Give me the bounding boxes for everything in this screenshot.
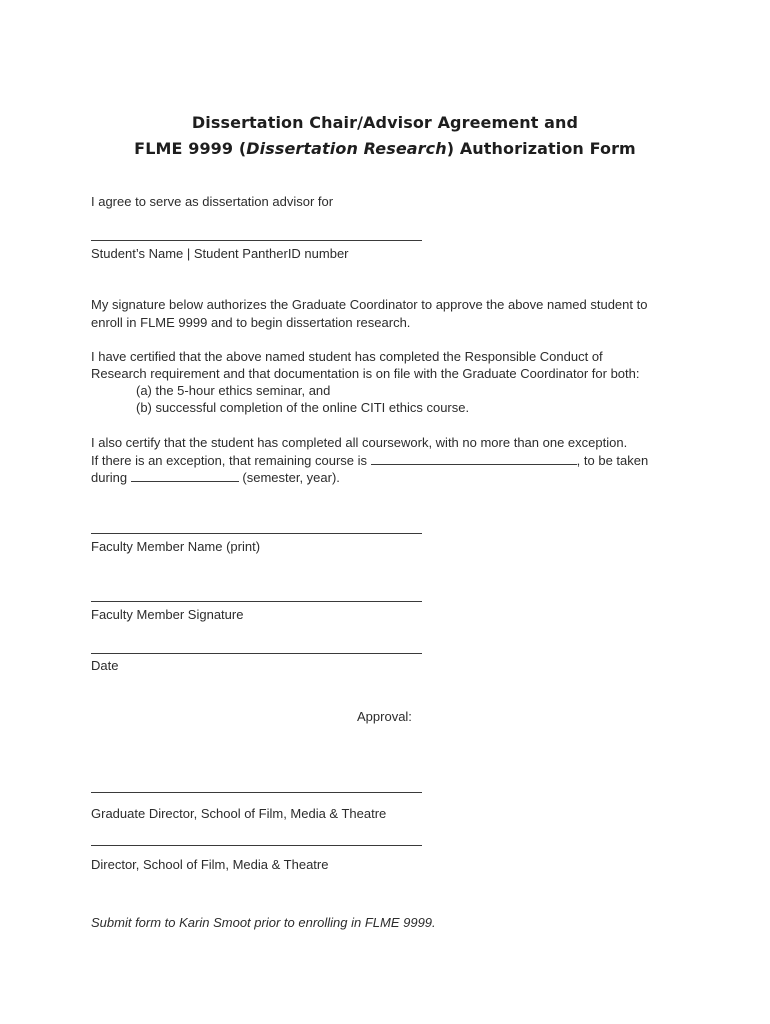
form-title-line1: Dissertation Chair/Advisor Agreement and (191, 113, 579, 132)
graduate-director-line[interactable] (91, 792, 422, 793)
form-title-line2 (0, 139, 770, 158)
title-suffix: ) Authorization Form (446, 139, 636, 158)
semester-blank[interactable] (131, 470, 239, 482)
footer-note: Submit form to Karin Smoot prior to enrolling in FLME 9999. (91, 915, 436, 930)
faculty-name-line[interactable] (91, 533, 422, 534)
date-line[interactable] (91, 653, 422, 654)
exception-course-suffix: , to be taken (576, 453, 649, 468)
paragraph3-line2 (91, 452, 648, 469)
faculty-signature-label: Faculty Member Signature (91, 607, 244, 622)
director-label: Director, School of Film, Media & Theatre (91, 857, 329, 872)
paragraph3-line1: I also certify that the student has completed all coursework, with no more than one exception. (91, 435, 628, 450)
semester-prefix: during (91, 470, 128, 485)
student-name-label: Student’s Name | Student PantherID number (91, 246, 349, 261)
exception-course-prefix: If there is an exception, that remaining course is (91, 453, 368, 468)
semester-suffix: (semester, year). (242, 470, 340, 485)
title-italic: Dissertation Research (246, 139, 447, 158)
faculty-signature-line[interactable] (91, 601, 422, 602)
graduate-director-label: Graduate Director, School of Film, Media & Theatre (91, 806, 387, 821)
paragraph1-line2: enroll in FLME 9999 and to begin dissertation research. (91, 315, 411, 330)
intro-text: I agree to serve as dissertation advisor for (91, 194, 334, 209)
paragraph2-line2: Research requirement and that documentation is on file with the Graduate Coordinator for both: (91, 366, 640, 381)
paragraph1-line1: My signature below authorizes the Graduate Coordinator to approve the above named student to (91, 297, 648, 312)
title-prefix: FLME 9999 ( (134, 139, 247, 158)
paragraph3-line3 (91, 469, 340, 486)
approval-label: Approval: (357, 709, 412, 724)
paragraph2-line1: I have certified that the above named student has completed the Responsible Conduct of (91, 349, 603, 364)
paragraph2-item-a: (a) the 5-hour ethics seminar, and (136, 383, 331, 398)
faculty-name-label: Faculty Member Name (print) (91, 539, 261, 554)
student-name-line[interactable] (91, 240, 422, 241)
director-line[interactable] (91, 845, 422, 846)
paragraph2-item-b: (b) successful completion of the online CITI ethics course. (136, 400, 470, 415)
exception-course-blank[interactable] (371, 453, 577, 465)
date-label: Date (91, 658, 119, 673)
